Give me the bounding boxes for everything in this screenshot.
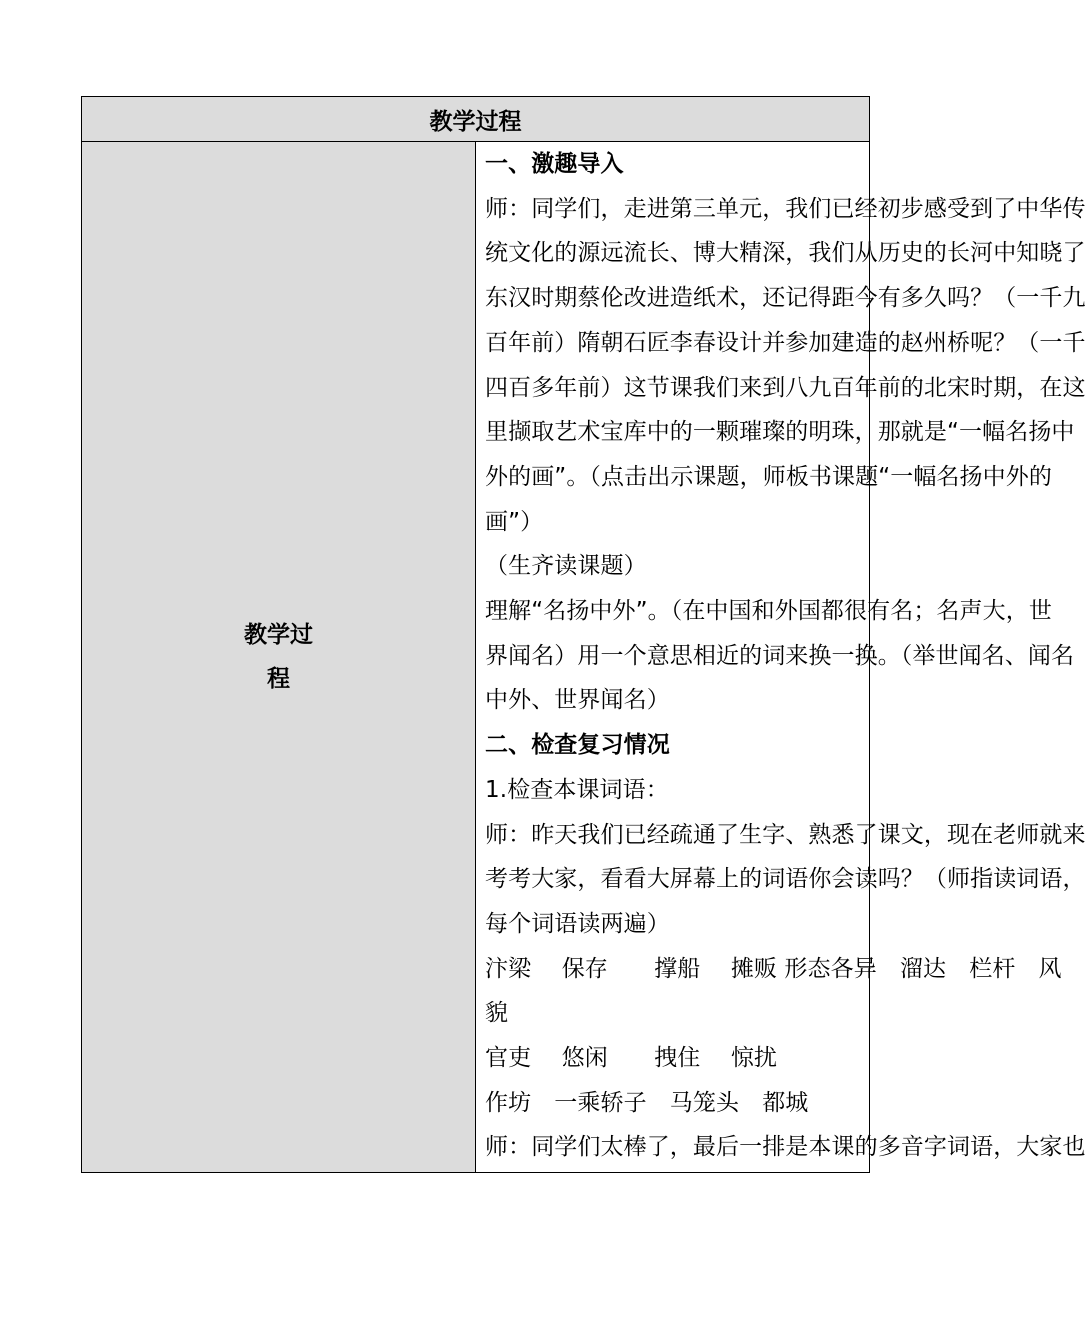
text-line: 四百多年前）这节课我们来到八九百年前的北宋时期，在这	[485, 374, 1086, 401]
side-label: 教学过程	[244, 622, 313, 692]
text-line: 画”）	[485, 508, 544, 535]
text-line: 里撷取艺术宝库中的一颗璀璨的明珠，那就是“一幅名扬中	[485, 419, 1075, 446]
text-line: 1.检查本课词语：	[485, 776, 669, 803]
text-line: （生齐读课题）	[485, 553, 647, 580]
table-header: 教学过程	[82, 97, 870, 142]
section-heading: 二、检查复习情况	[485, 732, 670, 759]
text-line: 师：同学们太棒了，最后一排是本课的多音字词语，大家也	[485, 1134, 1086, 1161]
text-line: 貌	[485, 1000, 509, 1027]
text-line: 东汉时期蔡伦改进造纸术，还记得距今有多久吗？（一千九	[485, 285, 1086, 312]
text-line: 中外、世界闻名）	[485, 687, 670, 714]
lesson-table	[81, 96, 1086, 1173]
text-line: 官吏 悠闲 拽住 惊扰	[485, 1045, 778, 1072]
text-line: 师：昨天我们已经疏通了生字、熟悉了课文，现在老师就来	[485, 821, 1086, 848]
text-line: 汴梁 保存 撑船 摊贩 形态各异 溜达 栏杆 风	[485, 955, 1062, 982]
content-lines	[485, 142, 1086, 1170]
side-label-cell	[82, 142, 476, 1173]
text-line: 每个词语读两遍）	[485, 910, 670, 937]
text-line: 师：同学们，走进第三单元，我们已经初步感受到了中华传	[485, 195, 1086, 222]
text-line: 百年前）隋朝石匠李春设计并参加建造的赵州桥呢？（一千	[485, 329, 1086, 356]
content-cell	[476, 142, 1086, 1173]
text-line: 统文化的源远流长、博大精深，我们从历史的长河中知晓了	[485, 240, 1086, 267]
text-line: 界闻名）用一个意思相近的词来换一换。（举世闻名、闻名	[485, 642, 1075, 669]
text-line: 外的画”。（点击出示课题，师板书课题“一幅名扬中外的	[485, 463, 1052, 490]
text-line: 理解“名扬中外”。（在中国和外国都很有名；名声大，世	[485, 598, 1052, 625]
section-heading: 一、激趣导入	[485, 151, 624, 177]
text-line: 作坊 一乘轿子 马笼头 都城	[485, 1089, 809, 1116]
text-line: 考考大家，看看大屏幕上的词语你会读吗？（师指读词语，	[485, 866, 1086, 893]
